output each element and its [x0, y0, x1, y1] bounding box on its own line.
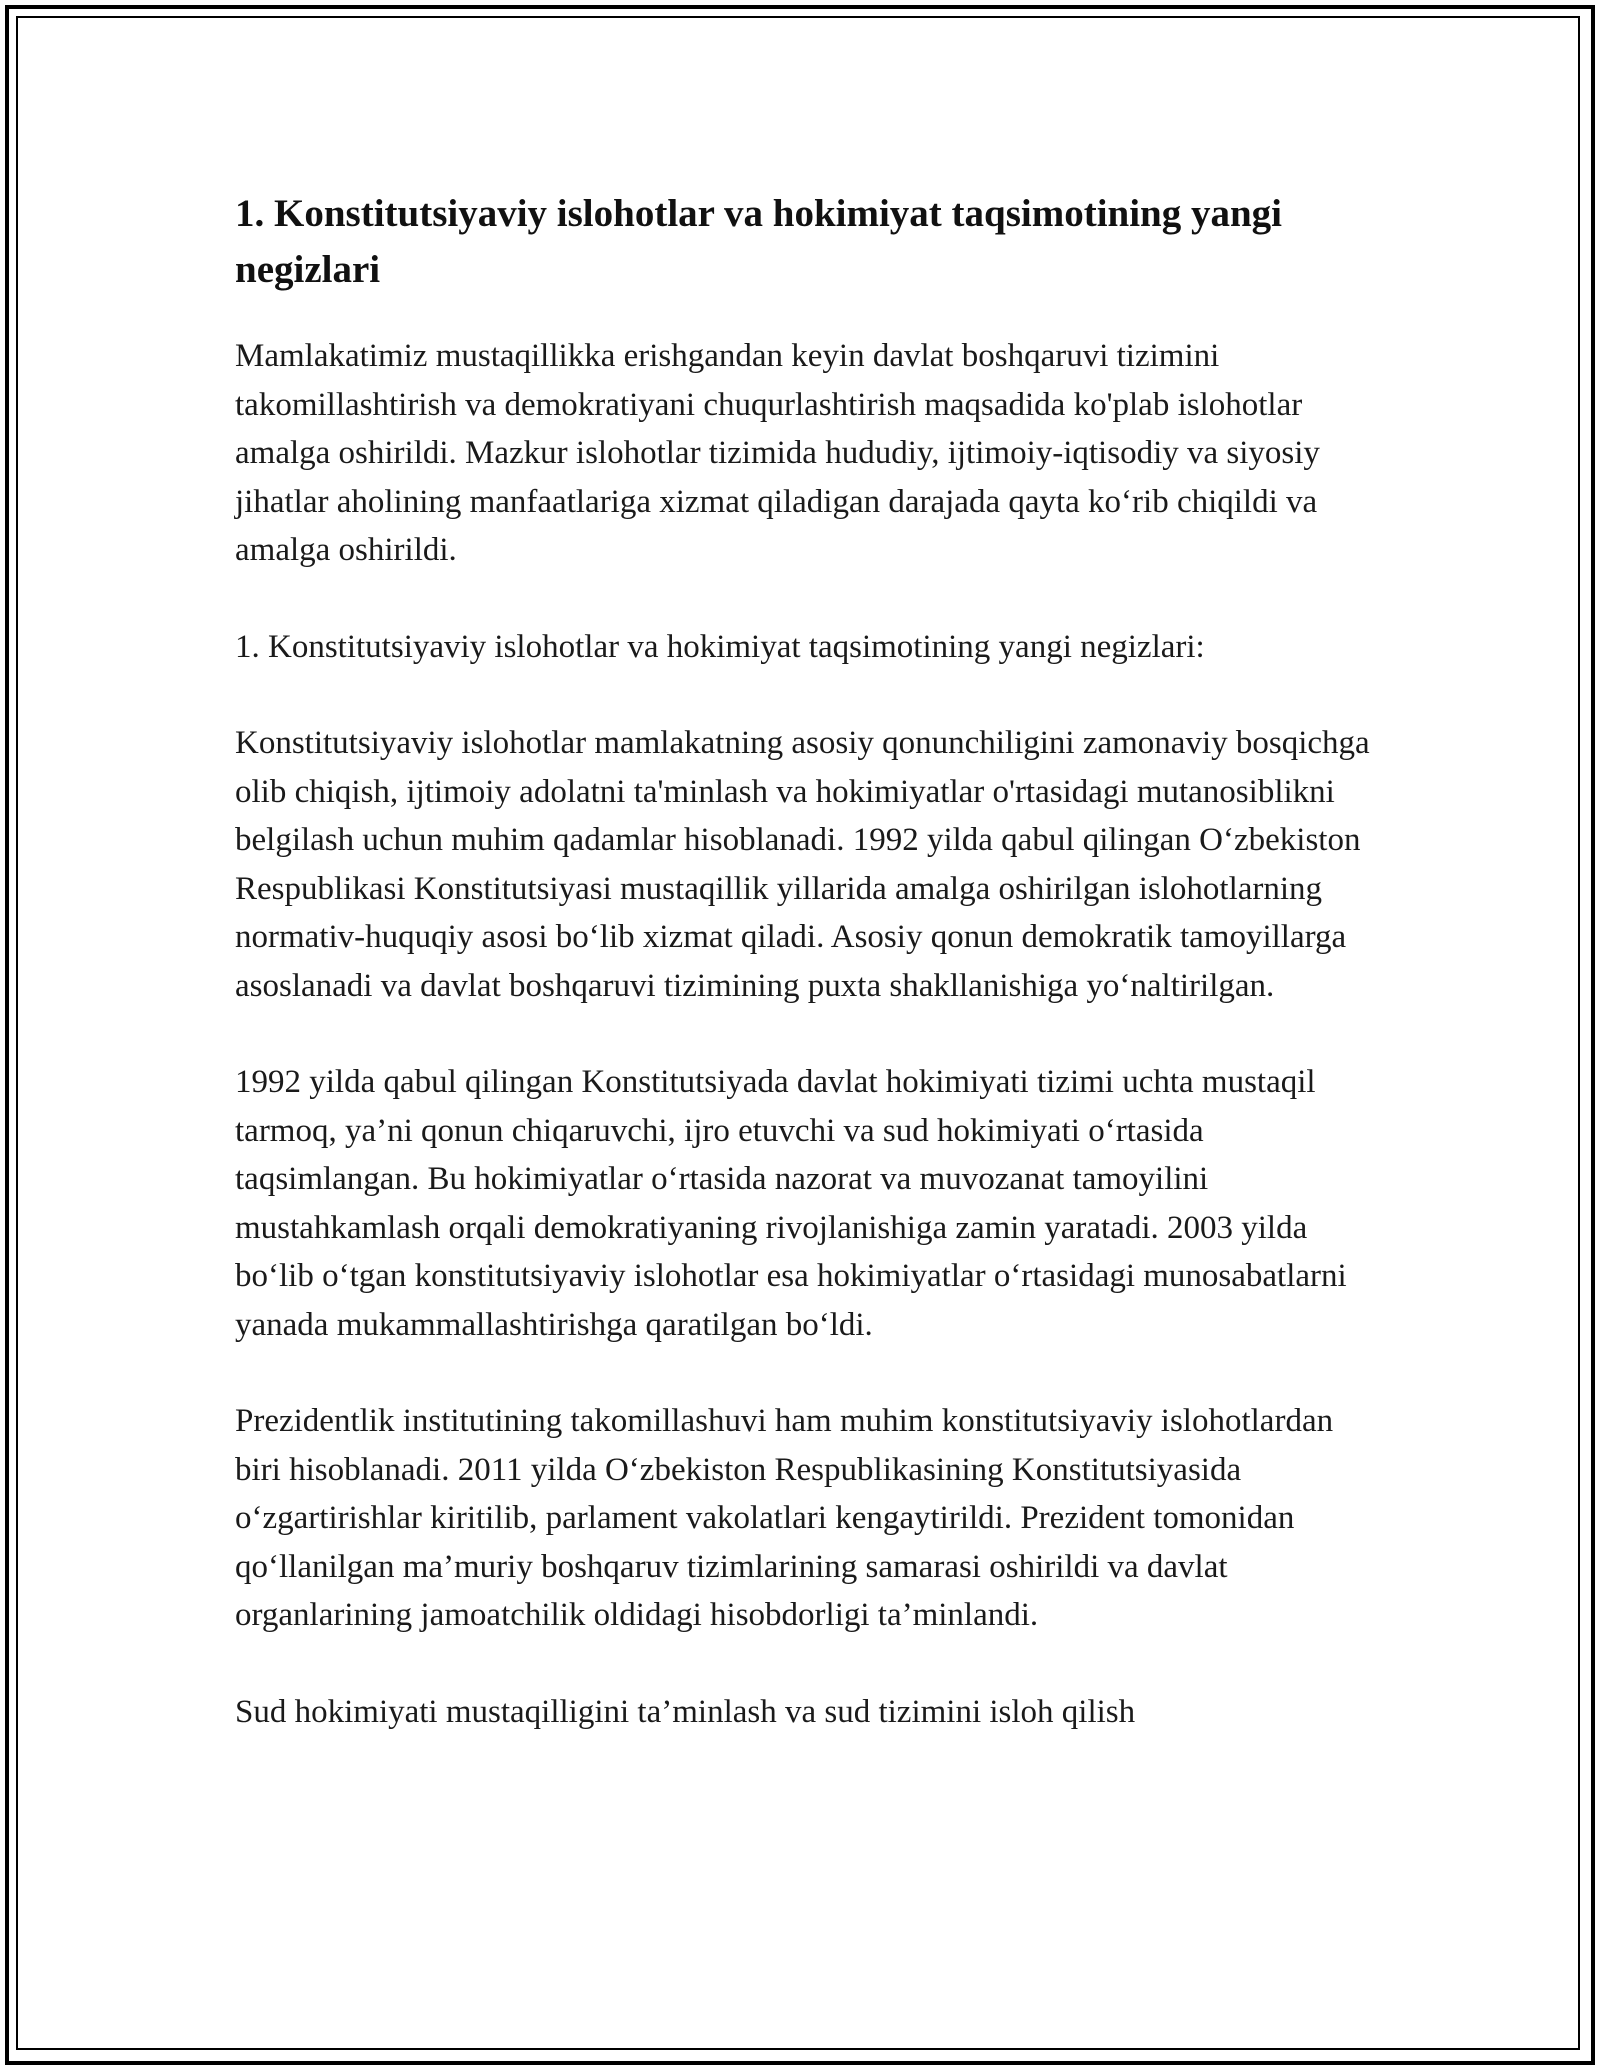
- paragraph-intro: Mamlakatimiz mustaqillikka erishgandan keyin davlat boshqaruvi tizimini takomillashtirish va demokratiyani chuqurlashtirish maqsadida ko'plab islohotlar amalga oshirildi. Mazkur islohotlar tizimida hududiy, ijtimoiy-iqtisodiy va siyosiy jihatlar aholining manfaatlariga xizmat qiladigan darajada qayta koʻrib chiqildi va amalga oshirildi.: [235, 338, 1320, 568]
- paragraph-constitutional-reforms: Konstitutsiyaviy islohotlar mamlakatning asosiy qonunchiligini zamonaviy bosqichga olib chiqish, ijtimoiy adolatni ta'minlash va hokimiyatlar o'rtasidagi mutanosiblikni belgilash uchun muhim qadamlar hisoblanadi. 1992 yilda qabul qilingan Oʻzbekiston Respublikasi Konstitutsiyasi mustaqillik yillarida amalga oshirilgan islohotlarning normativ-huquqiy asosi boʻlib xizmat qiladi. Asosiy qonun demokratik tamoyillarga asoslanadi va davlat boshqaruvi tizimining puxta shakllanishiga yoʻnaltirilgan.: [235, 725, 1370, 1004]
- paragraph-presidential-institution: Prezidentlik institutining takomillashuvi ham muhim konstitutsiyaviy islohotlardan biri hisoblanadi. 2011 yilda Oʻzbekiston Respublikasining Konstitutsiyasida oʻzgartirishlar kiritilib, parlament vakolatlari kengaytirildi. Prezident tomonidan qoʻllanilgan ma’muriy boshqaruv tizimlarining samarasi oshirildi va davlat organlarining jamoatchilik oldidagi hisobdorligi ta’minlandi.: [235, 1403, 1334, 1633]
- document-title: 1. Konstitutsiyaviy islohotlar va hokimiyat taqsimotining yangi negizlari: [235, 192, 1283, 291]
- paragraph-judicial-independence: Sud hokimiyati mustaqilligini ta’minlash va sud tizimini isloh qilish: [235, 1693, 1136, 1730]
- paragraph-separation-of-powers: 1992 yilda qabul qilingan Konstitutsiyada davlat hokimiyati tizimi uchta mustaqil tarmoq, ya’ni qonun chiqaruvchi, ijro etuvchi va sud hokimiyati oʻrtasida taqsimlangan. Bu hokimiyatlar oʻrtasida nazorat va muvozanat tamoyilini mustahkamlash orqali demokratiyaning rivojlanishiga zamin yaratadi. 2003 yilda boʻlib oʻtgan konstitutsiyaviy islohotlar esa hokimiyatlar oʻrtasidagi munosabatlarni yanada mukammallashtirishga qaratilgan boʻldi.: [235, 1064, 1347, 1343]
- document-body: [235, 186, 1375, 1784]
- paragraph-section-heading: 1. Konstitutsiyaviy islohotlar va hokimiyat taqsimotining yangi negizlari:: [235, 628, 1205, 665]
